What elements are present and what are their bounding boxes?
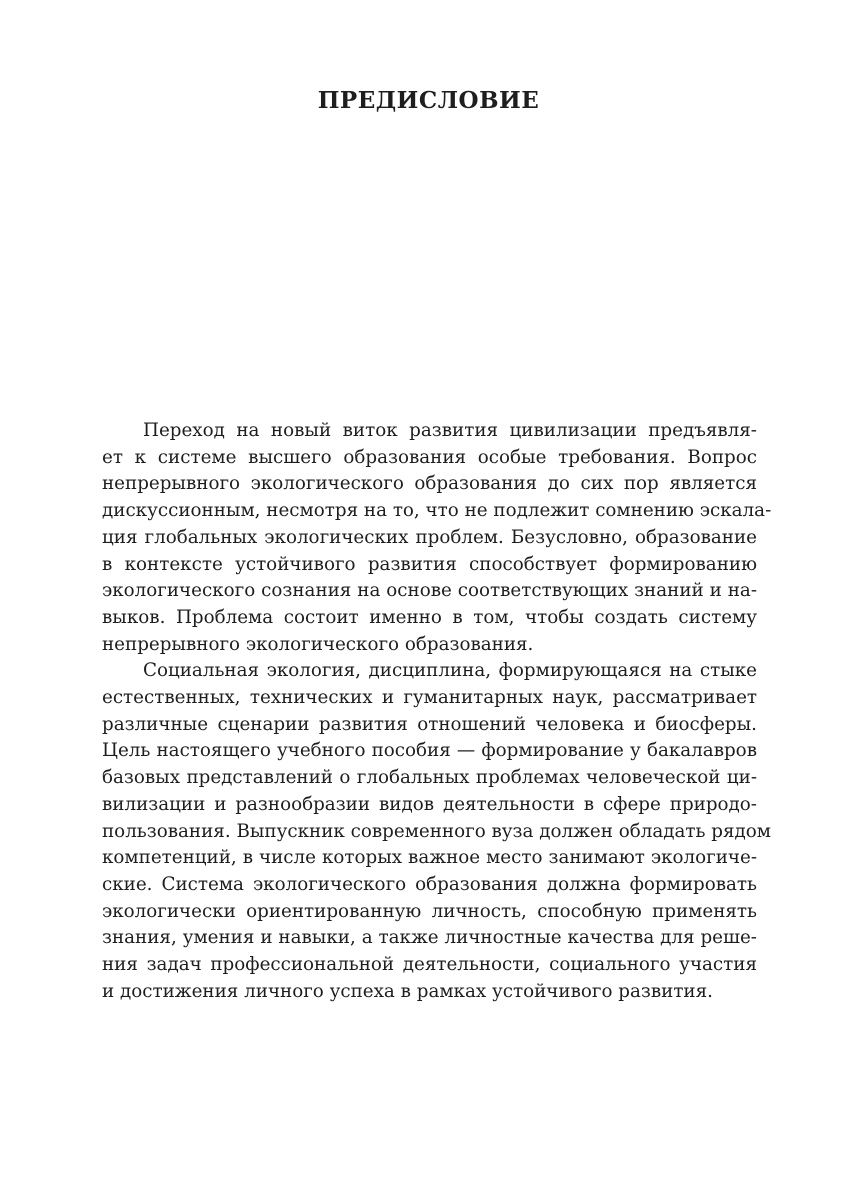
- page-title: ПРЕДИСЛОВИЕ: [317, 87, 540, 114]
- text-line: ния задач профессиональной деятельности, социального участия: [102, 954, 757, 976]
- text-line: в контексте устойчивого развития способствует формированию: [102, 553, 757, 575]
- text-line: Цель настоящего учебного пособия — формирование у бакалавров: [102, 740, 757, 762]
- text-line: компетенций, в числе которых важное место занимают экологиче-: [102, 847, 757, 869]
- text-line: непрерывного экологического образования.: [102, 633, 534, 655]
- text-line: пользования. Выпускник современного вуза должен обладать рядом: [102, 820, 772, 842]
- paragraph-2: [102, 658, 772, 1005]
- text-line: выков. Проблема состоит именно в том, чтобы создать систему: [102, 606, 757, 628]
- text-line: Социальная экология, дисциплина, формирующаяся на стыке: [143, 660, 757, 682]
- text-line: непрерывного экологического образования до сих пор является: [102, 473, 757, 495]
- text-line: естественных, технических и гуманитарных наук, рассматривает: [102, 687, 757, 709]
- text-line: дискуссионным, несмотря на то, что не подлежит сомнению эскала-: [102, 500, 772, 522]
- text-line: Переход на новый виток развития цивилизации предъявля-: [143, 420, 757, 441]
- text-line: вилизации и разнообразии видов деятельности в сфере природо-: [102, 793, 757, 815]
- text-line: и достижения личного успеха в рамках устойчивого развития.: [102, 980, 713, 1002]
- text-line: ет к системе высшего образования особые требования. Вопрос: [102, 446, 757, 468]
- body-text: [102, 418, 772, 1005]
- text-line: базовых представлений о глобальных проблемах человеческой ци-: [102, 767, 757, 789]
- text-line: ция глобальных экологических проблем. Безусловно, образование: [102, 526, 757, 548]
- text-line: ские. Система экологического образования должна формировать: [102, 873, 757, 895]
- text-line: экологически ориентированную личность, способную применять: [102, 900, 757, 922]
- text-line: различные сценарии развития отношений человека и биосферы.: [102, 713, 757, 735]
- paragraph-1: [102, 418, 772, 658]
- text-line: знания, умения и навыки, а также личностные качества для реше-: [102, 927, 757, 949]
- text-line: экологического сознания на основе соответствующих знаний и на-: [102, 580, 757, 602]
